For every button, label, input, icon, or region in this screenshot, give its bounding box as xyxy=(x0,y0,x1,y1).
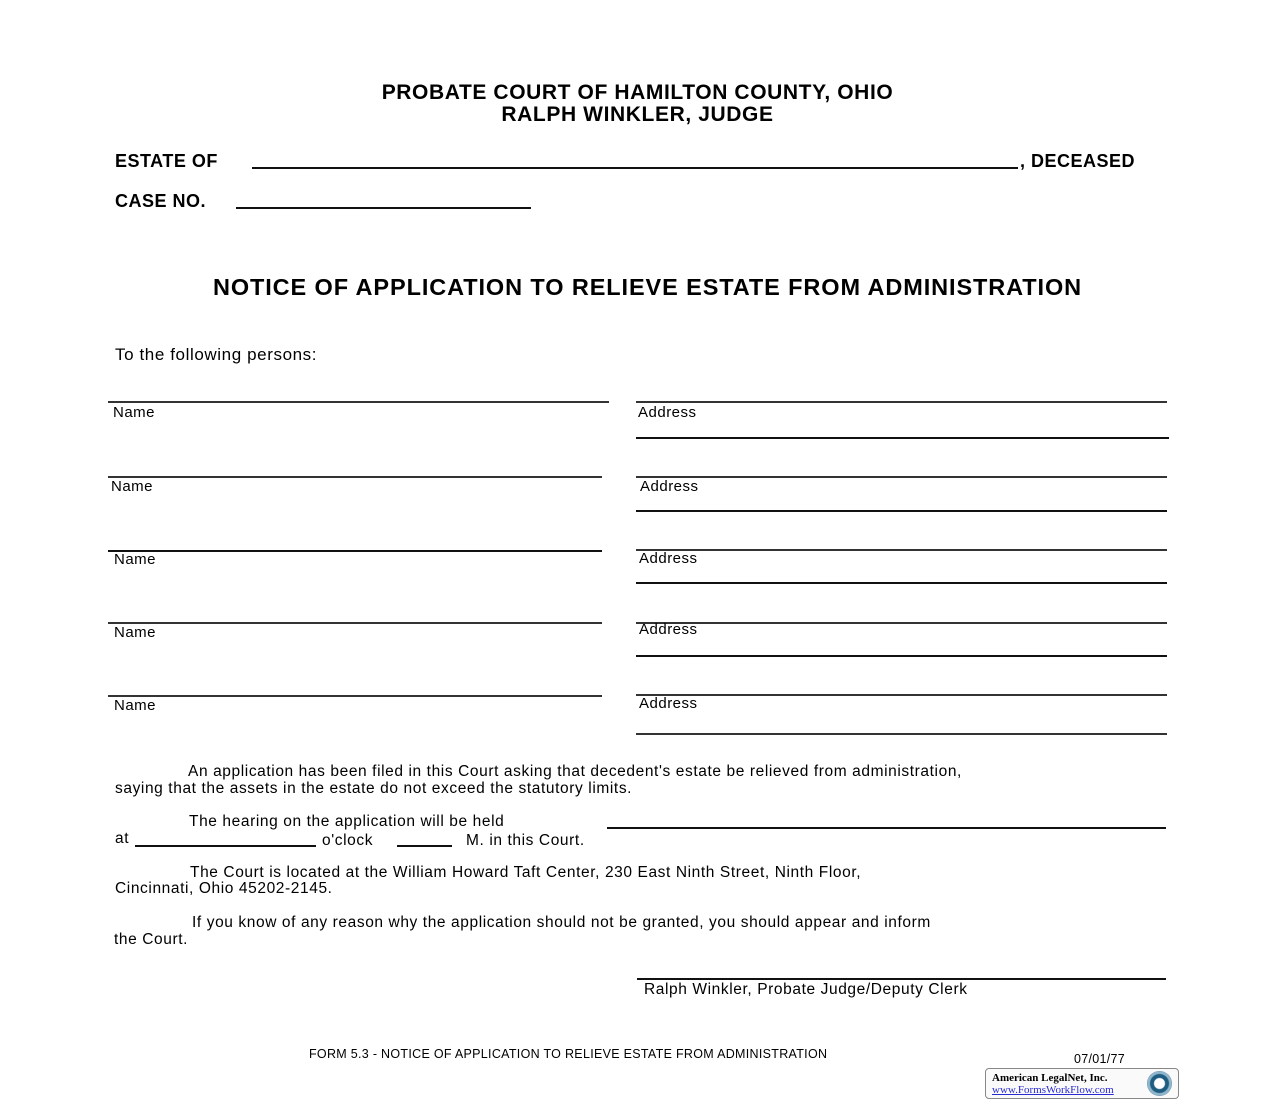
hearing-prefix: The hearing on the application will be held xyxy=(189,813,505,830)
address-label: Address xyxy=(640,478,699,495)
recipients-intro: To the following persons: xyxy=(115,345,318,364)
name-field[interactable] xyxy=(108,622,602,624)
american-legalnet-badge[interactable] xyxy=(985,1068,1179,1099)
name-label: Name xyxy=(114,697,157,714)
name-field[interactable] xyxy=(108,401,609,403)
estate-label: ESTATE OF xyxy=(115,151,218,171)
case-number-label: CASE NO. xyxy=(115,191,207,211)
badge-company: American LegalNet, Inc. xyxy=(992,1072,1108,1084)
name-field[interactable] xyxy=(108,550,602,552)
hearing-date-field[interactable] xyxy=(607,827,1166,829)
form-revision-date: 07/01/77 xyxy=(1074,1052,1126,1066)
globe-logo-icon xyxy=(1147,1071,1172,1096)
judge-name: RALPH WINKLER, JUDGE xyxy=(501,103,774,126)
address-field[interactable] xyxy=(636,622,1167,624)
hearing-ampm-field[interactable] xyxy=(397,845,452,847)
address-label: Address xyxy=(638,404,697,421)
address-line-2[interactable] xyxy=(636,437,1169,439)
objection-paragraph-line-2: the Court. xyxy=(114,931,189,948)
application-paragraph-line-2: saying that the assets in the estate do not exceed the statutory limits. xyxy=(115,780,633,797)
address-field[interactable] xyxy=(636,476,1167,478)
hearing-at-label: at xyxy=(115,830,130,847)
address-label: Address xyxy=(639,695,698,712)
address-line-2[interactable] xyxy=(636,510,1167,512)
application-paragraph-line-1: An application has been filed in this Court asking that decedent's estate be relieved from administration, xyxy=(188,763,962,780)
name-label: Name xyxy=(114,551,157,568)
hearing-oclock-label: o'clock xyxy=(322,832,374,849)
deceased-label: , DECEASED xyxy=(1020,151,1136,171)
address-label: Address xyxy=(639,621,698,638)
case-number-field[interactable] xyxy=(236,207,531,209)
hearing-time-field[interactable] xyxy=(135,845,316,847)
address-line-2[interactable] xyxy=(636,655,1167,657)
name-field[interactable] xyxy=(108,476,602,478)
address-line-2[interactable] xyxy=(636,582,1167,584)
signature-label: Ralph Winkler, Probate Judge/Deputy Clerk xyxy=(644,981,968,998)
name-label: Name xyxy=(111,478,154,495)
court-name: PROBATE COURT OF HAMILTON COUNTY, OHIO xyxy=(381,81,894,104)
badge-url-link[interactable]: www.FormsWorkFlow.com xyxy=(992,1084,1114,1096)
address-field[interactable] xyxy=(636,549,1167,551)
address-field[interactable] xyxy=(636,694,1167,696)
address-label: Address xyxy=(639,550,698,567)
address-line-2[interactable] xyxy=(636,733,1167,735)
address-field[interactable] xyxy=(636,401,1167,403)
location-paragraph-line-1: The Court is located at the William Howard Taft Center, 230 East Ninth Street, Ninth Floor, xyxy=(190,864,862,881)
name-field[interactable] xyxy=(108,695,602,697)
document-title: NOTICE OF APPLICATION TO RELIEVE ESTATE FROM ADMINISTRATION xyxy=(212,274,1083,300)
objection-paragraph-line-1: If you know of any reason why the application should not be granted, you should appear and inform xyxy=(192,914,931,931)
name-label: Name xyxy=(114,624,157,641)
name-label: Name xyxy=(113,404,156,421)
form-identifier: FORM 5.3 - NOTICE OF APPLICATION TO RELIEVE ESTATE FROM ADMINISTRATION xyxy=(309,1047,828,1061)
estate-name-field[interactable] xyxy=(252,167,1018,169)
signature-line[interactable] xyxy=(637,978,1166,980)
hearing-suffix: M. in this Court. xyxy=(466,832,585,849)
location-paragraph-line-2: Cincinnati, Ohio 45202-2145. xyxy=(115,880,333,897)
